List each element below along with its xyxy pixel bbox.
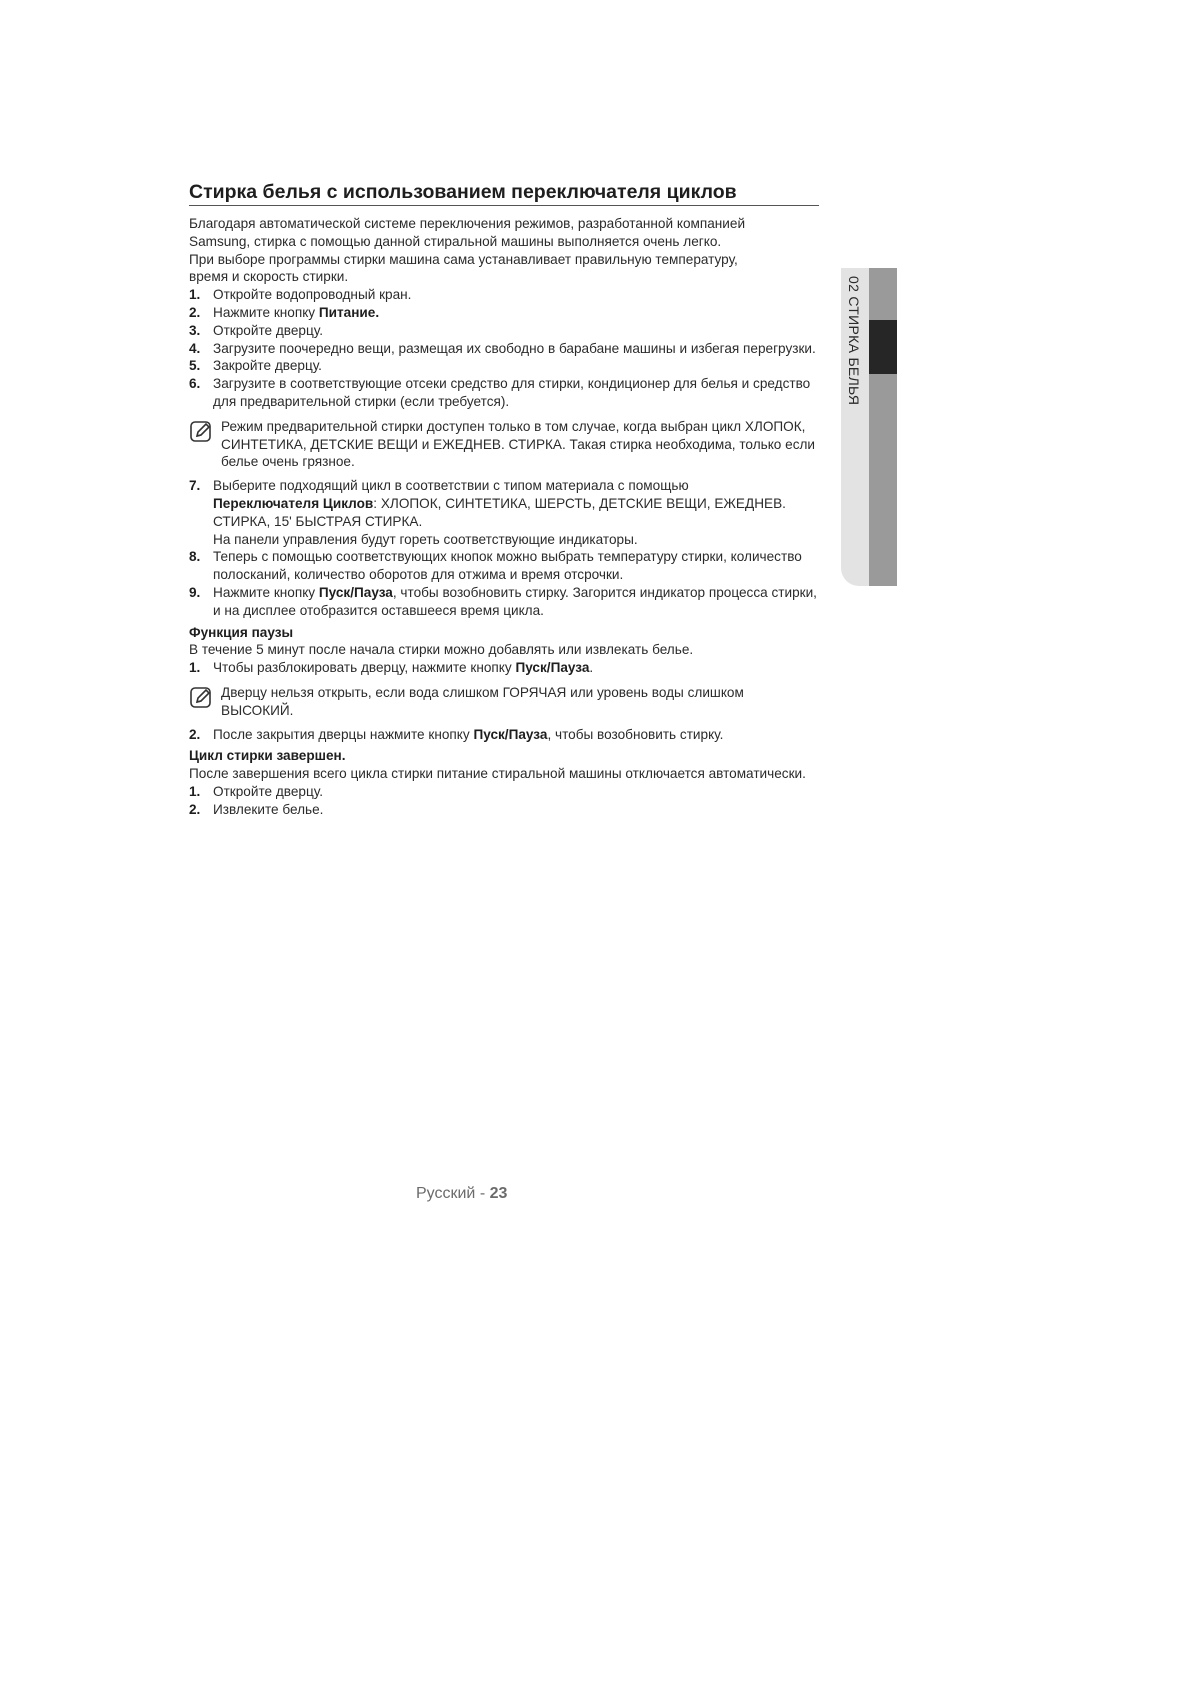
list-item: 8. Теперь с помощью соответствующих кнопок можно выбрать температуру стирки, количество полосканий, количество оборотов для отжима и время отсрочки. bbox=[189, 549, 802, 583]
section-heading-pause: Функция паузы bbox=[189, 624, 294, 640]
list-item: 3. Откройте дверцу. bbox=[189, 322, 323, 338]
page-footer bbox=[416, 1185, 507, 1203]
intro-line: При выборе программы стирки машина сама устанавливает правильную температуру, bbox=[189, 251, 738, 267]
list-item: 4. Загрузите поочередно вещи, размещая их свободно в барабане машины и избегая перегрузки. bbox=[189, 340, 816, 356]
section-heading-done: Цикл стирки завершен. bbox=[189, 748, 346, 764]
steps-list-2 bbox=[189, 477, 819, 619]
note-prewash: Режим предварительной стирки доступен только в том случае, когда выбран цикл ХЛОПОК, СИНТЕТИКА, ДЕТСКИЕ ВЕЩИ и ЕЖЕДНЕВ. СТИРКА. Такая стирка необходима, только если белье очень грязное. bbox=[189, 418, 819, 471]
chapter-side-tab bbox=[841, 268, 897, 586]
page-title: Стирка белья с использованием переключателя циклов bbox=[189, 181, 819, 206]
page-content bbox=[189, 181, 819, 819]
done-steps bbox=[189, 783, 819, 819]
list-item: 7. Выберите подходящий цикл в соответствии с типом материала с помощью Переключателя Циклов: ХЛОПОК, СИНТЕТИКА, ШЕРСТЬ, ДЕТСКИЕ ВЕЩИ, ЕЖЕДНЕВ. СТИРКА, 15' БЫСТРАЯ СТИРКА. На панели управления будут гореть соответствующие индикаторы. bbox=[189, 478, 786, 547]
steps-list bbox=[189, 286, 819, 411]
note-pencil-icon bbox=[189, 685, 213, 709]
list-item: 2. Нажмите кнопку Питание. bbox=[189, 304, 380, 320]
list-item: 5. Закройте дверцу. bbox=[189, 358, 322, 374]
list-item: 9. Нажмите кнопку Пуск/Пауза, чтобы возобновить стирку. Загорится индикатор процесса стирки, и на дисплее отобразится оставшееся время цикла. bbox=[189, 584, 817, 618]
page-number: 23 bbox=[489, 1185, 508, 1202]
list-item: 1. Откройте дверцу. bbox=[189, 783, 323, 799]
pause-steps bbox=[189, 659, 819, 677]
footer-language: Русский - bbox=[416, 1185, 490, 1202]
note-pencil-icon bbox=[189, 419, 213, 443]
intro-line: Благодаря автоматической системе переключения режимов, разработанной компанией bbox=[189, 216, 746, 231]
list-item: 1. Откройте водопроводный кран. bbox=[189, 287, 412, 303]
pause-steps-2 bbox=[189, 726, 819, 744]
list-item: 2. После закрытия дверцы нажмите кнопку Пуск/Пауза, чтобы возобновить стирку. bbox=[189, 726, 724, 742]
list-item: 6. Загрузите в соответствующие отсеки средство для стирки, кондиционер для белья и средство для предварительной стирки (если требуется). bbox=[189, 376, 811, 409]
pause-text: В течение 5 минут после начала стирки можно добавлять или извлекать белье. bbox=[189, 642, 694, 658]
chapter-label: 02 СТИРКА БЕЛЬЯ bbox=[846, 276, 862, 406]
list-item: 1. Чтобы разблокировать дверцу, нажмите кнопку Пуск/Пауза. bbox=[189, 660, 594, 676]
note-door: Дверцу нельзя открыть, если вода слишком ГОРЯЧАЯ или уровень воды слишком ВЫСОКИЙ. bbox=[189, 684, 819, 720]
intro-paragraph bbox=[189, 215, 819, 286]
intro-line: Samsung, стирка с помощью данной стиральной машины выполняется очень легко. bbox=[189, 233, 722, 249]
done-text: После завершения всего цикла стирки питание стиральной машины отключается автоматически. bbox=[189, 766, 806, 782]
list-item: 2. Извлеките белье. bbox=[189, 801, 324, 817]
intro-line: время и скорость стирки. bbox=[189, 269, 349, 285]
